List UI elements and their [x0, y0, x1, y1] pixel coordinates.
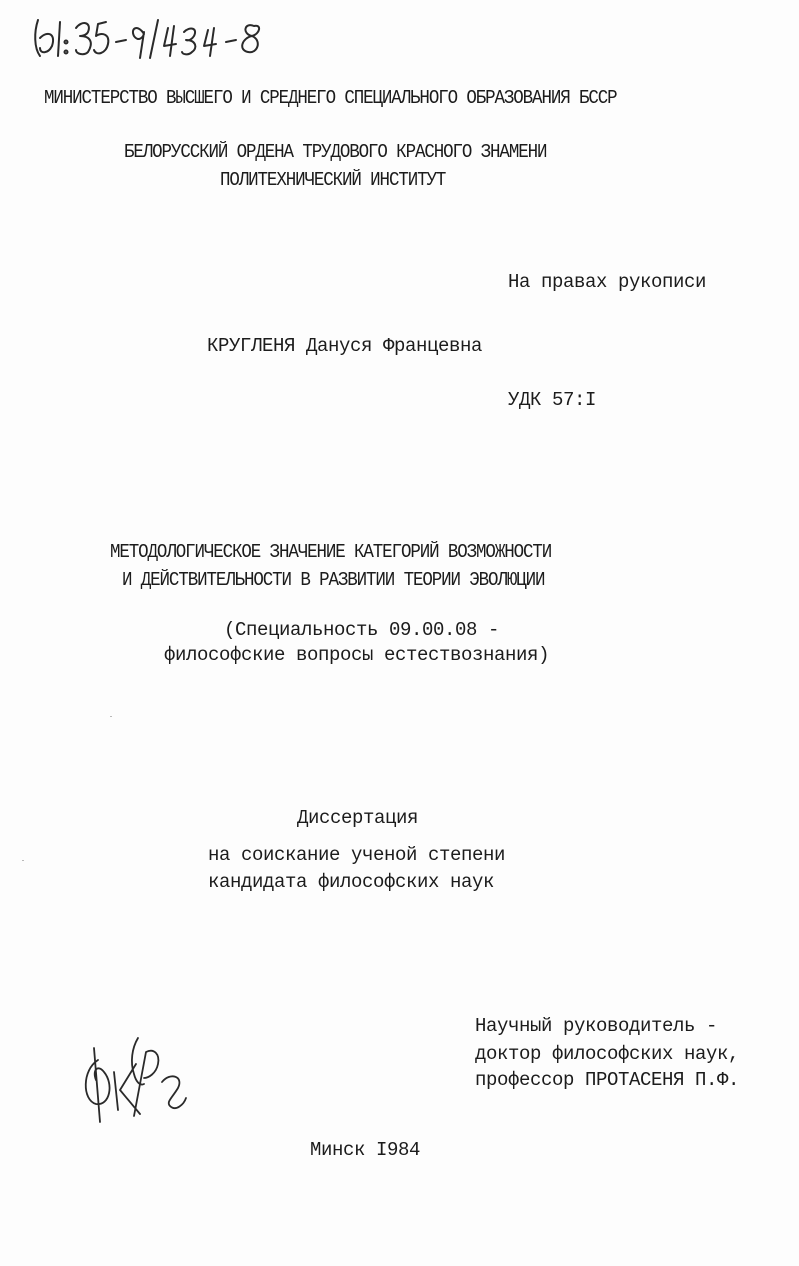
paper-speck	[110, 716, 112, 717]
manuscript-note: На правах рукописи	[508, 271, 707, 293]
author-name: КРУГЛЕНЯ Дануся Францевна	[207, 335, 483, 357]
institute-line-1: БЕЛОРУССКИЙ ОРДЕНА ТРУДОВОГО КРАСНОГО ЗНАМЕНИ	[124, 141, 547, 163]
work-type-heading: Диссертация	[297, 807, 419, 829]
specialty-line-1: (Специальность 09.00.08 -	[224, 619, 500, 641]
udc-code: УДК 57:I	[508, 389, 597, 411]
ministry-line: МИНИСТЕРСТВО ВЫСШЕГО И СРЕДНЕГО СПЕЦИАЛЬНОГО ОБРАЗОВАНИЯ БССР	[44, 87, 617, 109]
paper-speck	[22, 860, 24, 861]
supervisor-line-3: профессор ПРОТАСЕНЯ П.Ф.	[475, 1069, 740, 1091]
supervisor-line-2: доктор философских наук,	[475, 1043, 740, 1065]
place-and-year: Минск I984	[310, 1139, 421, 1161]
archive-number-handwritten	[30, 12, 270, 62]
work-type-line-3: кандидата философских наук	[208, 871, 495, 893]
dissertation-title-line-2: И ДЕЙСТВИТЕЛЬНОСТИ В РАЗВИТИИ ТЕОРИИ ЭВОЛЮЦИИ	[122, 569, 545, 591]
dissertation-title-line-1: МЕТОДОЛОГИЧЕСКОЕ ЗНАЧЕНИЕ КАТЕГОРИЙ ВОЗМОЖНОСТИ	[110, 541, 552, 563]
specialty-line-2: философские вопросы естествознания)	[164, 644, 550, 666]
work-type-line-2: на соискание ученой степени	[208, 844, 506, 866]
signature	[74, 1018, 204, 1128]
supervisor-line-1: Научный руководитель -	[475, 1015, 718, 1037]
institute-line-2: ПОЛИТЕХНИЧЕСКИЙ ИНСТИТУТ	[220, 169, 446, 191]
